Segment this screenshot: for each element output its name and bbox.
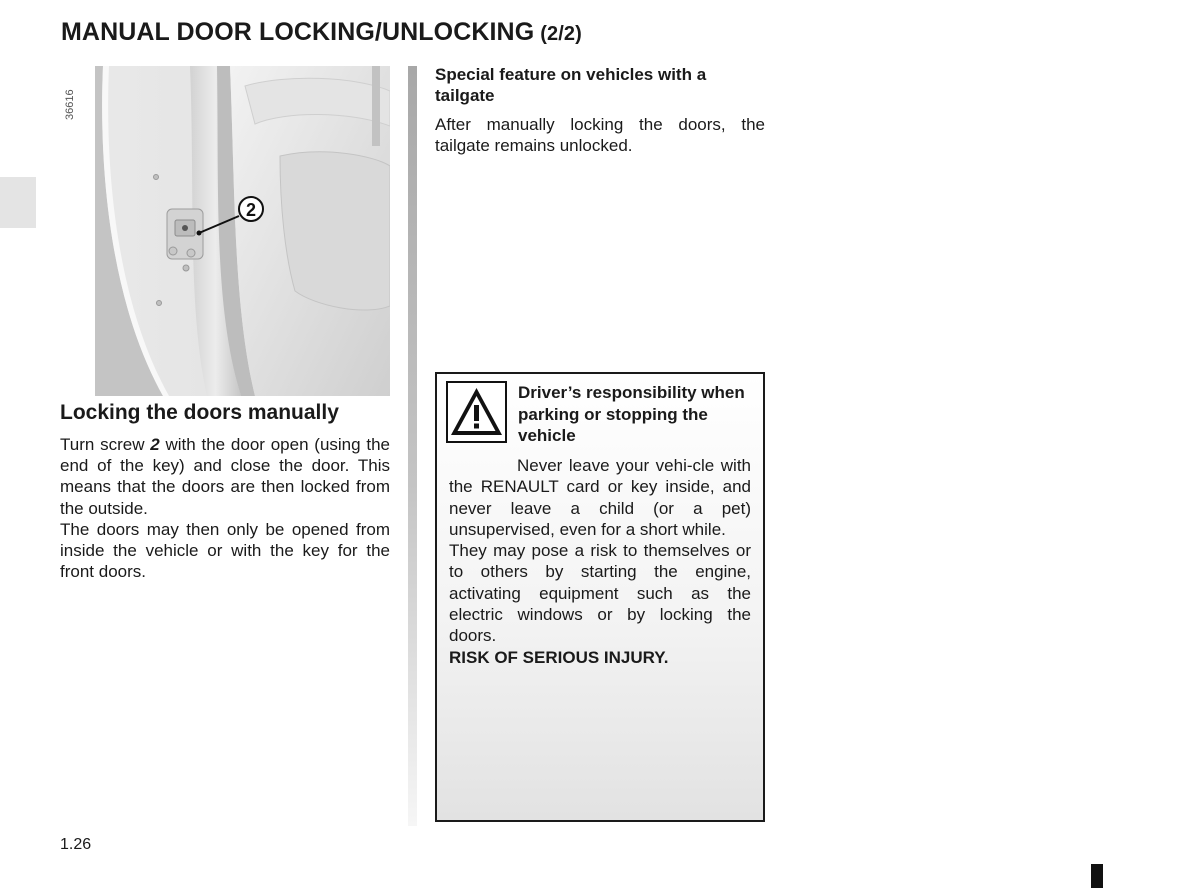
image-reference-number [60,72,78,122]
warning-triangle-icon [446,381,507,443]
warning-paragraph-1: Never leave your vehi-cle with the RENAULT card or key inside, and never leave a child (or a pet) unsupervised, even for a short while. [449,456,751,539]
callout-number-2: 2 [245,200,257,220]
page-number: 1.26 [60,836,92,853]
locking-instructions [60,434,390,582]
page-edge-marker [1091,864,1103,888]
warning-body [449,455,751,668]
locking-text-part-1: Turn screw [60,435,151,454]
tailgate-text: After manually locking the doors, the tailgate remains unlocked. [435,115,765,155]
warning-title: Driver’s responsibility when parking or stopping the vehicle [518,383,745,445]
screw-reference: 2 [150,435,160,454]
section-tab-marker [0,177,36,228]
image-number-text: 36616 [64,89,76,120]
locking-paragraph-2: The doors may then only be opened from inside the vehicle or with the key for the front doors. [60,519,390,582]
door-lock-illustration [95,66,390,396]
page-part-indicator: (2/2) [540,23,582,45]
locking-text-part-2: with the door open (using the end of the key) and close the door. This means that the doors are then locked from the outside. [60,435,390,518]
title-text: MANUAL DOOR LOCKING/UNLOCKING [61,18,535,46]
locking-paragraph-1 [60,434,390,519]
page-title [61,18,582,47]
section-heading-locking: Locking the doors manually [60,401,339,424]
warning-paragraph-2: They may pose a risk to themselves or to others by starting the engine, activating equipment such as the electric windows or by locking the doors. [449,541,751,646]
warning-emphasis: RISK OF SERIOUS INJURY. [449,647,669,667]
section-heading-tailgate: Special feature on vehicles with a tailgate [435,65,707,105]
column-divider [408,66,417,826]
